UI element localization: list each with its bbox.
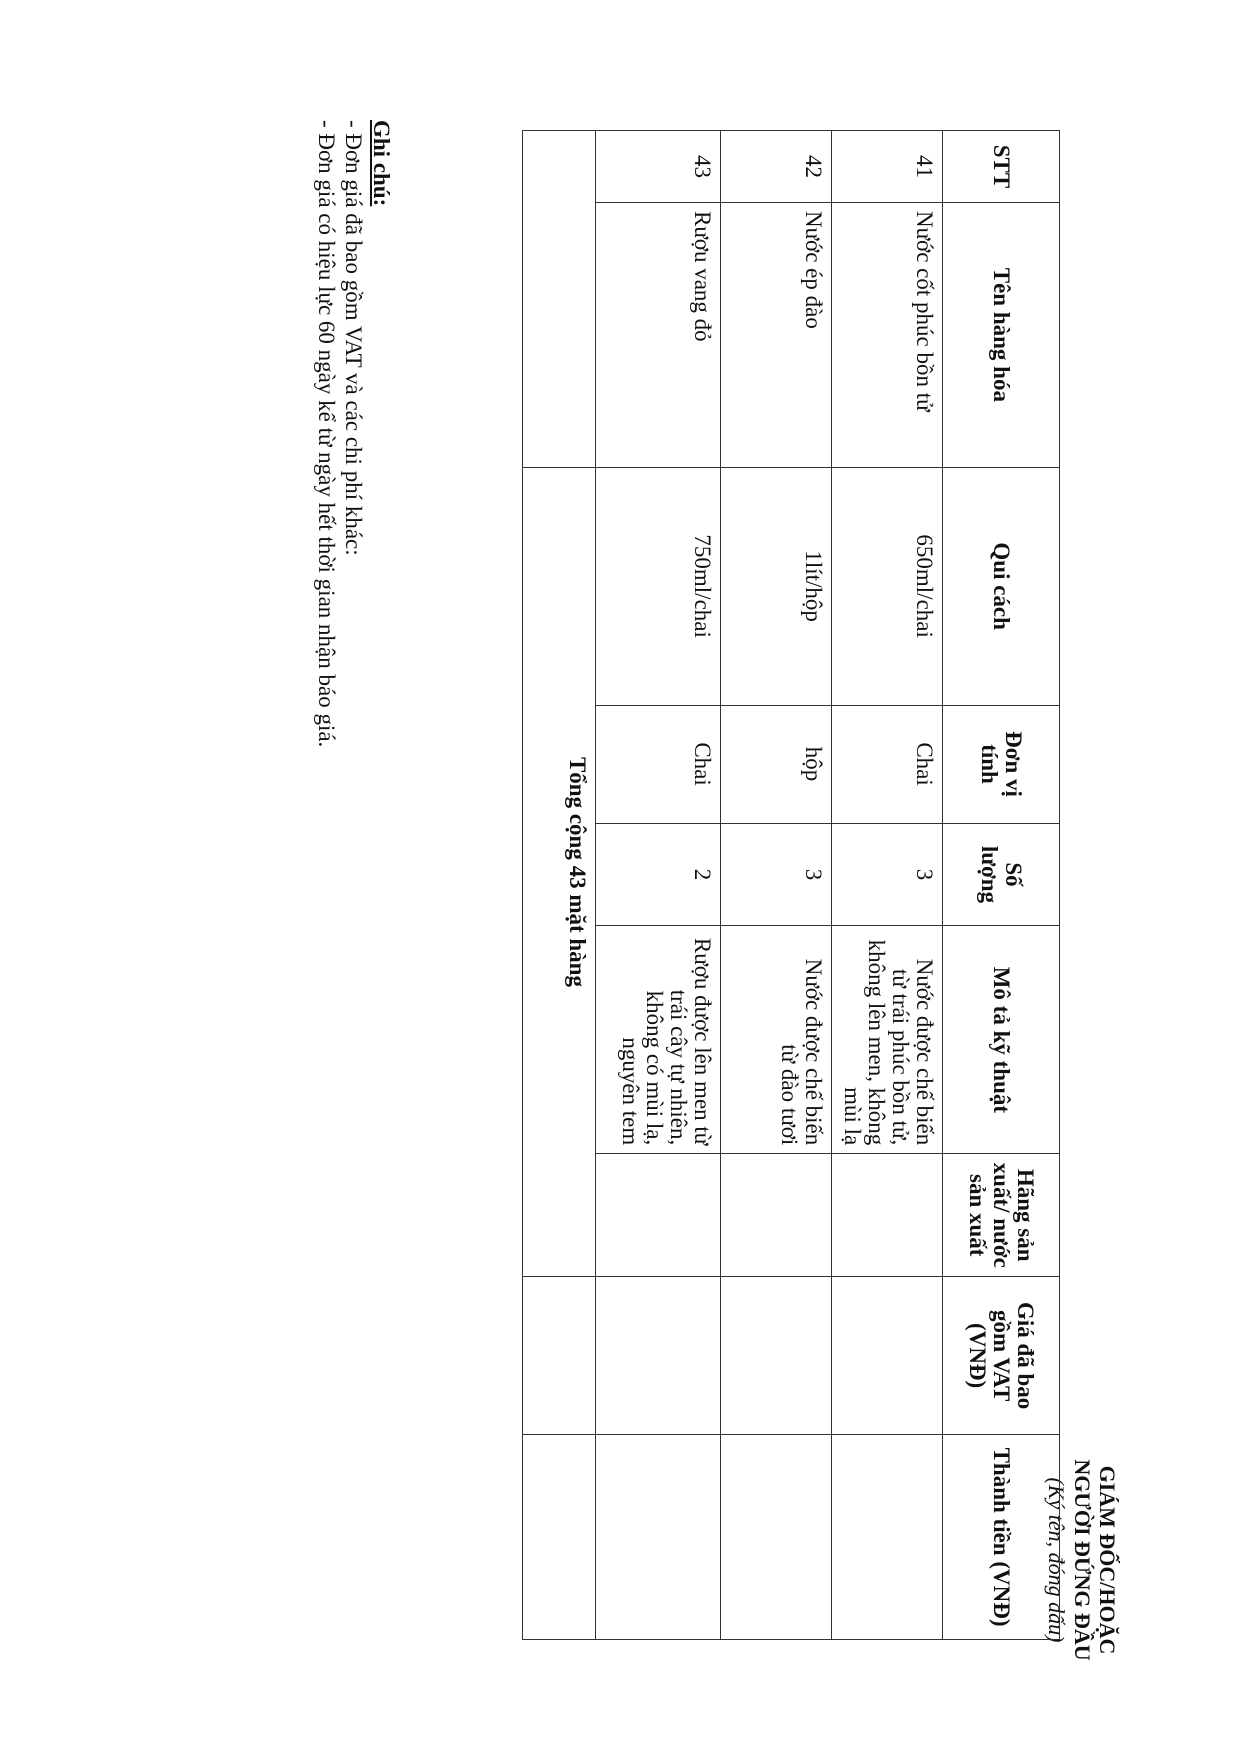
total-amount-cell <box>523 1435 596 1640</box>
cell-manufacturer <box>721 1154 832 1277</box>
total-price-cell <box>523 1277 596 1435</box>
header-stt: STT <box>943 131 1060 203</box>
cell-unit: Chai <box>596 705 721 823</box>
table-header-row <box>943 131 1060 1640</box>
notes-section <box>312 120 395 747</box>
cell-quantity: 2 <box>596 823 721 926</box>
total-blank-cell <box>523 131 596 468</box>
note-item: - Đơn giá có hiệu lực 60 ngày kể từ ngày hết thời gian nhận báo giá. <box>313 120 339 748</box>
cell-stt: 41 <box>832 131 943 203</box>
total-label: Tổng cộng 43 mặt hàng <box>523 467 596 1276</box>
cell-stt: 42 <box>721 131 832 203</box>
cell-technical-description: Nước được chế biến từ trái phúc bồn tử, không lên men, không mùi lạ <box>832 926 943 1154</box>
header-unit: Đơn vị tính <box>943 705 1060 823</box>
cell-product-name: Nước cốt phúc bồn tử <box>832 202 943 467</box>
cell-unit-price <box>721 1277 832 1435</box>
cell-technical-description: Rượu được lên men từ trái cây tự nhiên, không có mùi lạ, nguyên tem <box>596 926 721 1154</box>
cell-manufacturer <box>832 1154 943 1277</box>
cell-product-name: Rượu vang đỏ <box>596 202 721 467</box>
note-item: - Đơn giá đã bao gồm VAT và các chi phí khác: <box>341 120 367 556</box>
table-row <box>596 131 721 1640</box>
notes-title: Ghi chú: <box>369 120 394 207</box>
table-row <box>721 131 832 1640</box>
header-manufacturer: Hãng sản xuất/ nước sản xuất <box>943 1154 1060 1277</box>
signature-hint: (Ký tên, đóng dấu) <box>1044 1477 1070 1643</box>
cell-quantity: 3 <box>721 823 832 926</box>
cell-technical-description: Nước được chế biến từ đào tươi <box>721 926 832 1154</box>
quotation-table <box>522 130 1060 1640</box>
table-row <box>832 131 943 1640</box>
header-product-name: Tên hàng hóa <box>943 202 1060 467</box>
signer-title-line-1: GIÁM ĐỐC/HOẶC <box>1095 1465 1120 1655</box>
cell-unit-price <box>832 1277 943 1435</box>
cell-amount <box>832 1435 943 1640</box>
cell-product-name: Nước ép đào <box>721 202 832 467</box>
table-row-total <box>523 131 596 1640</box>
header-specification: Qui cách <box>943 467 1060 705</box>
cell-unit: hộp <box>721 705 832 823</box>
cell-amount <box>596 1435 721 1640</box>
header-unit-price: Giá đã bao gồm VAT (VNĐ) <box>943 1277 1060 1435</box>
signer-title-line-2: NGƯỜI ĐỨNG ĐẦU <box>1069 1459 1095 1661</box>
cell-specification: 650ml/chai <box>832 467 943 705</box>
cell-unit: Chai <box>832 705 943 823</box>
header-technical-description: Mô tả kỹ thuật <box>943 926 1060 1154</box>
cell-quantity: 3 <box>832 823 943 926</box>
cell-manufacturer <box>596 1154 721 1277</box>
cell-specification: 1lít/hộp <box>721 467 832 705</box>
cell-amount <box>721 1435 832 1640</box>
cell-unit-price <box>596 1277 721 1435</box>
cell-specification: 750ml/chai <box>596 467 721 705</box>
cell-stt: 43 <box>596 131 721 203</box>
header-amount: Thành tiền (VNĐ) <box>943 1435 1060 1640</box>
header-quantity: Số lượng <box>943 823 1060 926</box>
